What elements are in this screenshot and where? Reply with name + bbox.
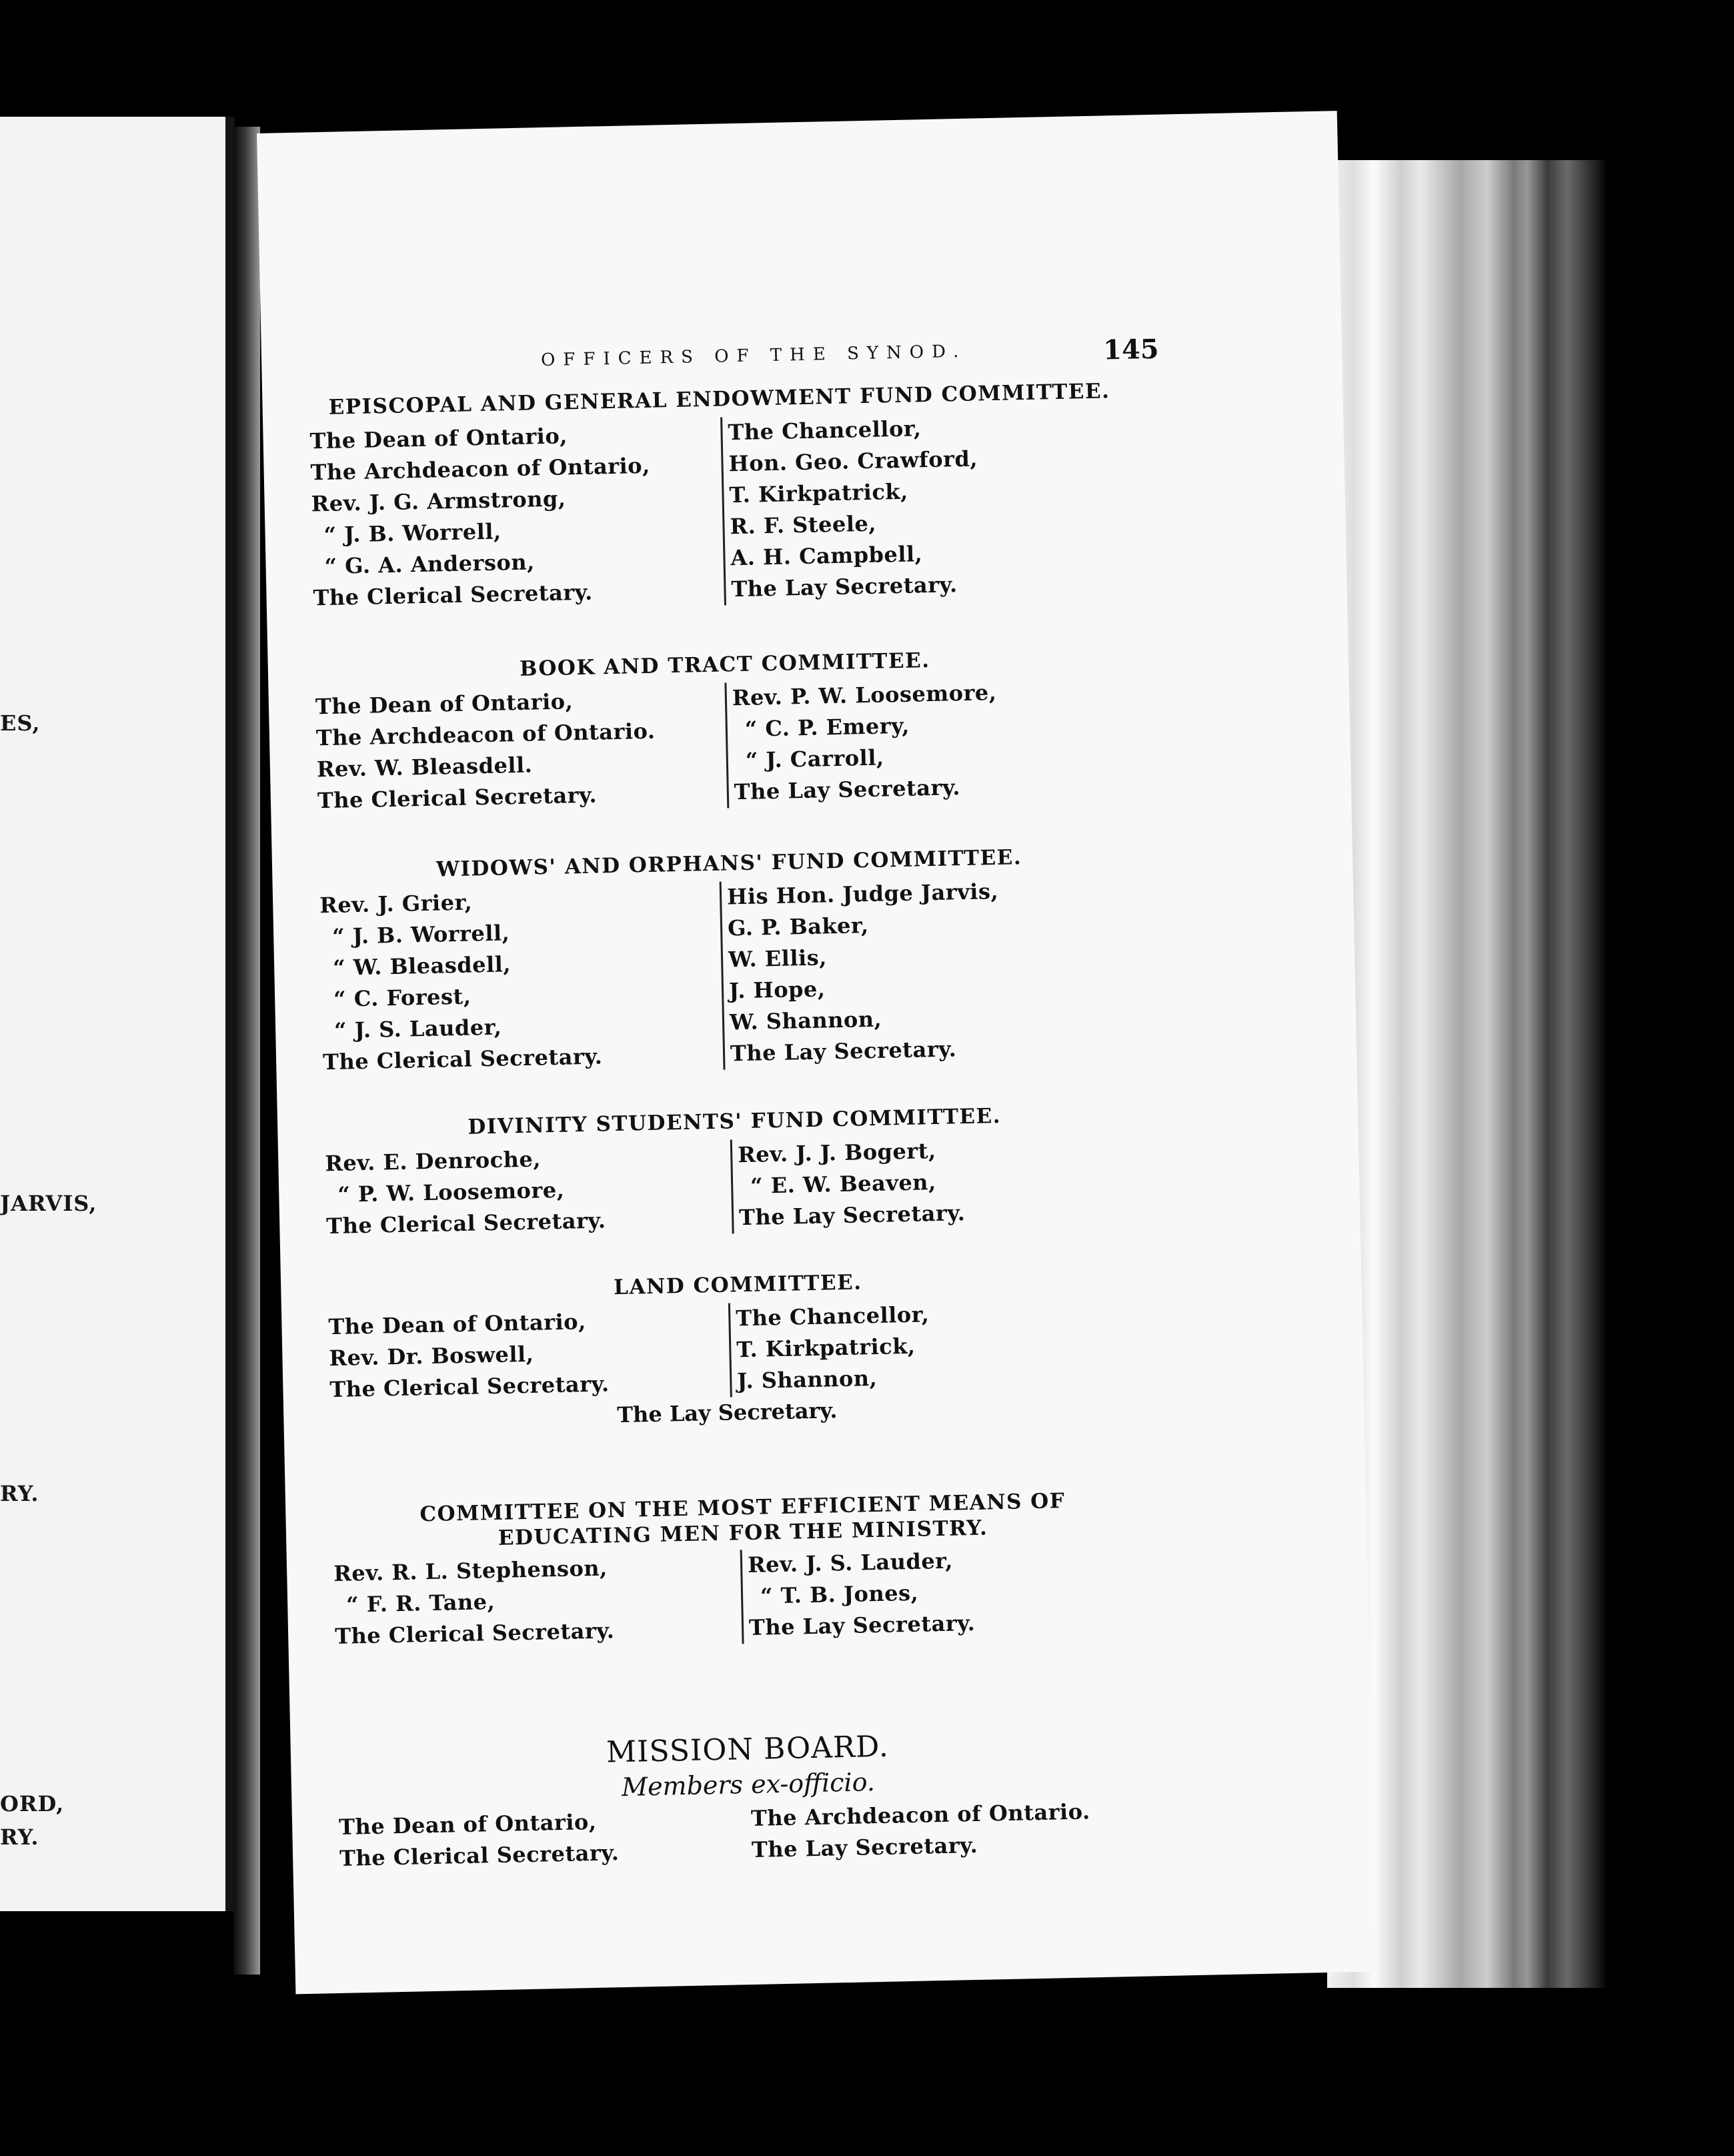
left-page-text-4: ORD, (0, 1791, 65, 1816)
member-line: Rev. Dr. Boswell, (329, 1341, 534, 1372)
right-column (730, 1135, 966, 1233)
section-widows-orphans (319, 841, 1144, 1079)
member-line: “ J. B. Worrell, (323, 518, 502, 548)
section-heading: BOOK AND TRACT COMMITTEE. (519, 648, 930, 681)
member-line: Rev. P. W. Loosemore, (732, 679, 997, 711)
member-columns (339, 1794, 1160, 1874)
member-line: T. Kirkpatrick, (736, 1333, 916, 1363)
section-heading: LAND COMMITTEE. (613, 1270, 862, 1300)
page (257, 111, 1376, 1994)
member-line: The Lay Secretary. (730, 1036, 957, 1067)
right-column (720, 412, 980, 605)
book-gutter (233, 127, 260, 1975)
member-line: “ E. W. Beaven, (750, 1169, 936, 1199)
member-columns (309, 409, 1134, 614)
section-education-ministry (332, 1486, 1155, 1652)
member-columns (325, 1131, 1147, 1242)
member-line: Rev. W. Bleasdell. (316, 752, 533, 782)
member-line: G. P. Baker, (727, 913, 869, 941)
member-line: Rev. J. G. Armstrong, (311, 486, 566, 517)
member-line: “ J. Carroll, (745, 744, 884, 773)
member-line: The Archdeacon of Ontario. (315, 718, 656, 751)
left-column (339, 1803, 752, 1874)
left-page-text-1: ES, (0, 710, 41, 736)
member-line: The Archdeacon of Ontario. (750, 1798, 1090, 1832)
section-heading: DIVINITY STUDENTS' FUND COMMITTEE. (467, 1103, 1002, 1139)
member-line: Rev. J. Grier, (319, 889, 473, 919)
member-line: “ W. Bleasdell, (332, 951, 512, 981)
member-line: Hon. Geo. Crawford, (728, 446, 978, 477)
member-line: The Dean of Ontario, (338, 1808, 597, 1840)
section-episcopal-endowment (309, 377, 1134, 614)
member-line: The Lay Secretary. (734, 774, 961, 805)
page-number: 145 (1102, 333, 1160, 366)
left-column (319, 882, 724, 1079)
member-line: The Dean of Ontario, (315, 688, 574, 720)
member-line: The Clerical Secretary. (322, 1043, 603, 1075)
member-line: “ G. A. Anderson, (324, 549, 536, 580)
member-line: The Lay Secretary. (751, 1832, 978, 1863)
member-line: R. F. Steele, (730, 510, 877, 540)
member-line: W. Shannon, (729, 1006, 882, 1035)
left-column (333, 1550, 742, 1652)
member-line: Rev. R. L. Stephenson, (333, 1555, 608, 1587)
member-line: “ J. S. Lauder, (333, 1014, 502, 1043)
member-line: The Archdeacon of Ontario, (310, 452, 651, 486)
member-line: The Lay Secretary. (731, 572, 958, 602)
left-page-text-2: JARVIS, (0, 1191, 97, 1216)
member-line: “ F. R. Tane, (345, 1589, 496, 1618)
member-line: His Hon. Judge Jarvis, (726, 878, 999, 910)
section-mission-board (337, 1722, 1160, 1874)
section-heading: WIDOWS' AND ORPHANS' FUND COMMITTEE. (436, 845, 1022, 882)
left-column (328, 1303, 730, 1406)
member-line: J. Shannon, (736, 1365, 878, 1394)
member-line: The Lay Secretary. (738, 1200, 966, 1231)
member-columns (328, 1294, 1150, 1406)
member-line: The Lay Secretary. (748, 1610, 976, 1641)
left-page-text-5: RY. (0, 1824, 39, 1850)
member-line: The Dean of Ontario, (309, 423, 568, 454)
member-line: “ C. Forest, (333, 983, 472, 1012)
section-title: MISSION BOARD. (606, 1729, 890, 1770)
member-line: Rev. E. Denroche, (324, 1146, 542, 1177)
member-line: J. Hope, (728, 976, 826, 1004)
member-line: “ C. P. Emery, (744, 712, 910, 742)
right-column (740, 1545, 976, 1644)
right-column (724, 677, 998, 808)
member-line-centered: The Lay Secretary. (616, 1398, 838, 1428)
left-column (325, 1139, 732, 1242)
member-line: The Chancellor, (728, 416, 922, 446)
section-heading: EPISCOPAL AND GENERAL ENDOWMENT FUND COMMITTEE. (328, 379, 1110, 420)
member-line: The Clerical Secretary. (313, 579, 594, 611)
section-book-tract (315, 642, 1138, 817)
member-line: The Clerical Secretary. (334, 1618, 615, 1650)
member-columns (319, 873, 1144, 1079)
section-divinity-students (324, 1099, 1147, 1242)
left-page-fragment (0, 117, 235, 1911)
member-line: The Dean of Ontario, (328, 1309, 587, 1340)
member-line: W. Ellis, (728, 945, 828, 973)
member-line: The Clerical Secretary. (325, 1207, 606, 1239)
member-line: Rev. J. S. Lauder, (747, 1548, 954, 1578)
member-line: Rev. J. J. Bogert, (737, 1138, 936, 1168)
left-column (315, 682, 728, 817)
section-subtitle: Members ex-officio. (621, 1767, 876, 1802)
right-column (720, 876, 1002, 1070)
right-column (728, 1299, 931, 1397)
member-line: The Clerical Secretary. (329, 1371, 610, 1403)
section-heading: COMMITTEE ON THE MOST EFFICIENT MEANS OF EDUCATING MEN FOR THE MINISTRY. (419, 1489, 1066, 1550)
left-page-text-3: RY. (0, 1481, 39, 1506)
left-column (309, 418, 724, 614)
member-line: “ P. W. Loosemore, (337, 1177, 565, 1207)
member-columns (333, 1541, 1156, 1652)
right-column (751, 1796, 1091, 1866)
member-line: “ J. B. Worrell, (331, 920, 510, 949)
running-head: OFFICERS OF THE SYNOD. (540, 341, 967, 371)
member-line: “ T. B. Jones, (760, 1580, 919, 1609)
member-line: A. H. Campbell, (730, 541, 923, 571)
member-line: T. Kirkpatrick, (729, 478, 909, 508)
member-line: The Chancellor, (735, 1301, 930, 1331)
section-land (327, 1262, 1151, 1437)
member-line: The Clerical Secretary. (339, 1840, 620, 1871)
member-columns (315, 674, 1138, 817)
member-line: The Clerical Secretary. (317, 782, 598, 814)
